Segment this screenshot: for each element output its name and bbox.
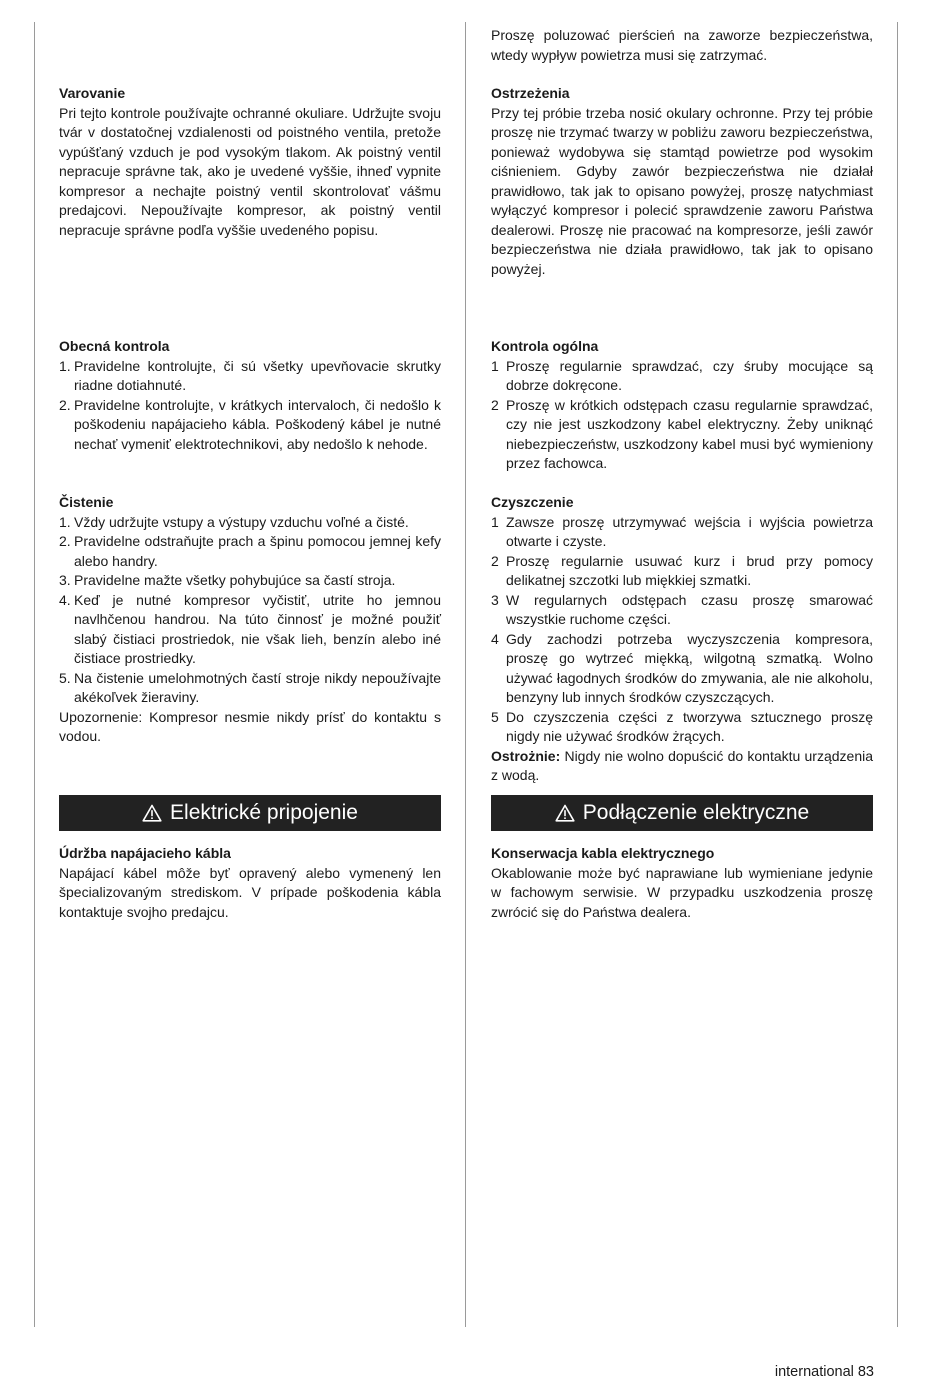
left-general-heading: Obecná kontrola (59, 338, 170, 354)
right-cleaning-list (491, 513, 873, 747)
right-cleaning-heading: Czyszczenie (491, 494, 574, 510)
center-column-rule (465, 22, 466, 1327)
right-cleaning-section (491, 493, 873, 786)
list-item: 2 Proszę w krótkich odstępach czasu regularnie sprawdzać, czy nie jest uszkodzony kabel elektryczny. Żeby uniknąć niebezpieczeństw, uszkodzony kabel musi być wymieniony przez fachowca. (491, 396, 873, 471)
right-intro-text: Proszę poluzować pierścień na zaworze bezpieczeństwa, wtedy wypływ powietrza musi się zatrzymać. (491, 27, 873, 63)
list-item: 3. Pravidelne mažte všetky pohybujúce sa častí stroja. (59, 572, 396, 588)
left-cable-heading: Údržba napájacieho kábla (59, 845, 231, 861)
right-warning-text: Przy tej próbie trzeba nosić okulary ochronne. Przy tej próbie proszę nie trzymać twarzy w pobliżu zaworu bezpieczeństwa, ponieważ wydobywa się stamtąd powietrze pod wysokim ciśnieniem. Gdyby zawór bezpieczeństwa nie działał prawidłowo, tak jak to opisano powyżej, proszę natychmiast wyłączyć kompresor i polecić sprawdzenie zaworu Państwa dealerowi. Proszę nie pracować na kompresorze, jeśli zawór bezpieczeństwa nie działa prawidłowo, tak jak to opisano powyżej. (491, 104, 873, 277)
list-item: 2 Proszę regularnie usuwać kurz i brud przy pomocy delikatnej szczotki lub miękkiej szmatki. (491, 552, 873, 588)
list-item: 5 Do czyszczenia części z tworzywa sztucznego proszę nigdy nie używać środków żrących. (491, 708, 873, 744)
list-item: 4. Keď je nutné kompresor vyčistiť, utrite ho jemnou navlhčenou handrou. Na túto činnosť je možné použiť slabý čistiaci prostriedok, nie však lieh, benzín alebo iné čistiace prostriedky. (59, 591, 441, 666)
right-intro-section (491, 26, 873, 65)
list-item: 1. Vždy udržujte vstupy a výstupy vzduchu voľné a čisté. (59, 513, 409, 530)
right-banner-title: Podłączenie elektryczne (582, 801, 810, 825)
right-warning-heading: Ostrzeżenia (491, 85, 570, 101)
list-item: 1 Zawsze proszę utrzymywać wejścia i wyjścia powietrza otwarte i czyste. (491, 513, 873, 549)
list-item: 5. Na čistenie umelohmotných častí stroje nikdy nepoužívajte akékoľvek žieraviny. (59, 669, 441, 705)
right-cable-text: Okablowanie może być naprawiane lub wymieniane jedynie w fachowym serwisie. W przypadku uszkodzenia proszę zwrócić się do Państwa dealera. (491, 864, 873, 920)
list-item: 2. Pravidelne odstraňujte prach a špinu pomocou jemnej kefy alebo handry. (59, 533, 441, 569)
right-warning-section (491, 84, 873, 279)
left-banner-title: Elektrické pripojenie (170, 801, 358, 825)
left-warning-text: Pri tejto kontrole používajte ochranné okuliare. Udržujte svoju tvár v dostatočnej vzdialenosti od poistného ventila, pretože vypúšťaný vzduch je pod vysokým tlakom. Ak poistný ventil nepracuje správne tak, ako je uvedené vyššie, ihneď vypnite kompresor a nechajte poistný ventil skontrolovať vášmu predajcovi. Nepoužívajte kompresor, ak poistný ventil nepracuje správne podľa vyššie uvedeného popisu. (59, 104, 441, 238)
left-cable-text: Napájací kábel môže byť opravený alebo vymenený len špecializovaným strediskom. V prípade poškodenia kábla kontaktuje svojho predajcu. (59, 864, 441, 920)
left-general-list (59, 357, 441, 455)
left-warning-section (59, 84, 441, 240)
footer-label: international (774, 1364, 854, 1380)
right-cleaning-note (491, 747, 873, 786)
left-warning-heading: Varovanie (59, 85, 126, 101)
list-item: 3 W regularnych odstępach czasu proszę smarować wszystkie ruchome części. (491, 591, 873, 627)
right-column (491, 0, 873, 1340)
right-cable-heading: Konserwacja kabla elektrycznego (491, 845, 715, 861)
left-general-section (59, 337, 441, 454)
left-cleaning-section (59, 493, 441, 747)
list-item: 4 Gdy zachodzi potrzeba wyczyszczenia kompresora, proszę go wytrzeć miękką, wilgotną szmatką. Wolno używać łagodnych środków do zmywania, ale nie alkoholu, benzyny lub innych środków czyszczących. (491, 630, 873, 705)
right-margin-rule (897, 22, 898, 1327)
list-item: 2. Pravidelne kontrolujte, v krátkych intervaloch, či nedošlo k poškodeniu napájacieho kábla. Poškodený kábel je nutné nechať vymeniť elektrotechnikovi, aby nedošlo k nehode. (59, 396, 441, 452)
right-cleaning-note-text: Nigdy nie wolno dopuścić do kontaktu urządzenia z wodą. (491, 747, 874, 783)
right-cable-section (491, 844, 873, 922)
right-general-list (491, 357, 873, 474)
right-section-banner (491, 795, 873, 831)
right-general-heading: Kontrola ogólna (491, 338, 599, 354)
left-cleaning-note: Upozornenie: Kompresor nesmie nikdy prísť do kontaktu s vodou. (59, 708, 441, 744)
left-cable-section (59, 844, 441, 922)
left-margin-rule (34, 22, 35, 1327)
warning-triangle-icon (555, 804, 575, 822)
page-footer (775, 1363, 874, 1383)
right-cleaning-note-label: Ostrożnie: (491, 747, 561, 764)
left-column (59, 0, 441, 1340)
list-item: 1 Proszę regularnie sprawdzać, czy śruby mocujące są dobrze dokręcone. (491, 357, 873, 393)
page-number: 83 (857, 1364, 874, 1380)
left-cleaning-heading: Čistenie (59, 494, 114, 510)
left-section-banner (59, 795, 441, 831)
right-general-section (491, 337, 873, 474)
warning-triangle-icon (142, 804, 162, 822)
left-cleaning-list (59, 513, 441, 708)
list-item: 1. Pravidelne kontrolujte, či sú všetky upevňovacie skrutky riadne dotiahnuté. (59, 357, 441, 393)
